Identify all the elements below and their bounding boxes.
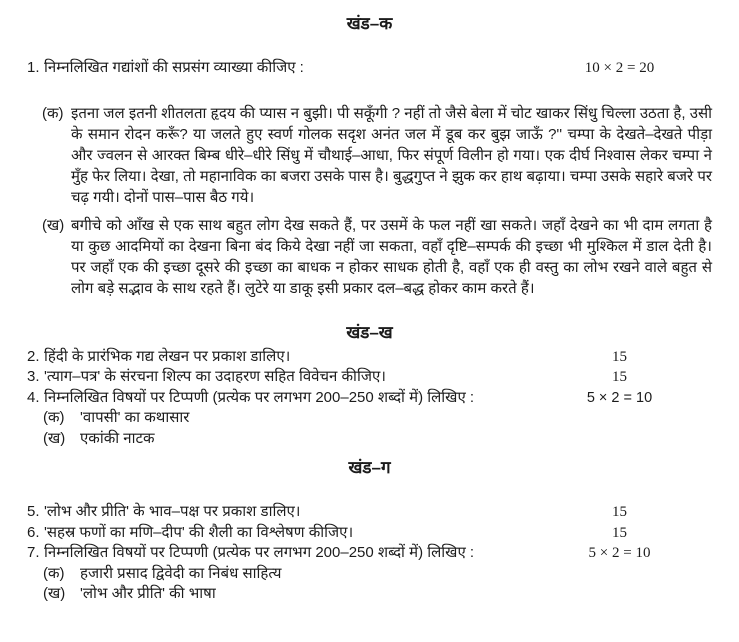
question-6-text: 'सहस्र फणों का मणि–दीप' की शैली का विश्लेषण कीजिए। — [44, 523, 354, 541]
question-7-marks: 5 × 2 = 10 — [588, 545, 651, 561]
question-5-text: 'लोभ और प्रीति' के भाव–पक्ष पर प्रकाश डालिए। — [44, 503, 301, 520]
question-7-subitem-ka-text: हजारी प्रसाद द्विवेदी का निबंध साहित्य — [80, 564, 282, 582]
passage-kha-text: बगीचे को आँख से एक साथ बहुत लोग देख सकते हैं, पर उसमें के फल नहीं खा सकते। जहाँ देखने का भी दाम लगता है या कुछ आदमियों का देखना बिना बंद किये देखा नहीं जा सकता, वहाँ दृष्टि–सम्पर्क की इच्छा भी मुश्किल में डाल देती है। पर जहाँ एक की इच्छा दूसरे की इच्छा का बाधक न होकर साधक होती है, वहाँ एक ही वस्तु का लोभ रखने वाले बहुत से लोग बड़े सद्भाव के साथ रहते हैं। लुटेरे या डाकू इसी प्रकार दल–बद्ध होकर काम करते हैं। — [71, 216, 713, 297]
passage-ka — [42, 103, 712, 208]
question-7-text: निम्नलिखित विषयों पर टिप्पणी (प्रत्येक पर लगभग 200–250 शब्दों में) लिखिए : — [44, 544, 475, 561]
passage-ka-text: इतना जल इतनी शीतलता हृदय की प्यास न बुझी। पी सकूँगी ? नहीं तो जैसे बेला में चोट खाकर सिंधु चिल्ला उठता है, उसी के समान रोदन करूँ? या जलते हुए स्वर्ण गोलक सदृश अनंत जल में डूब कर बुझ जाऊँ ?'' चम्पा के देखते–देखते पीड़ा और ज्वलन से आरक्त बिम्ब धीरे–धीरे सिंधु में चौथाई–आधा, फिर संपूर्ण विलीन हो गया। एक दीर्घ निश्वास लेकर चम्पा ने मुँह फेर लिया। देखा, तो महानाविक का बजरा उसके पास है। बुद्धगुप्त ने झुक कर हाथ बढ़ाया। चम्पा उसके सहारे बजरे पर चढ़ गयी। दोनों पास–पास बैठ गये। — [71, 104, 712, 206]
question-7-subitem-kha-label: (ख) — [43, 585, 66, 602]
question-5-number: 5. — [27, 503, 40, 520]
question-5 — [27, 502, 712, 523]
question-1-number: 1. — [27, 59, 40, 76]
question-7-subitem-kha — [43, 584, 712, 605]
question-1 — [27, 58, 712, 79]
question-3-text: 'त्याग–पत्र' के संरचना शिल्प का उदाहरण सहित विवेचन कीजिए। — [44, 368, 386, 385]
question-4-subitem-kha — [43, 429, 712, 450]
section-b — [27, 323, 712, 450]
section-a — [27, 14, 712, 299]
question-4 — [27, 388, 712, 409]
question-6-marks: 15 — [612, 524, 627, 541]
question-4-subitem-kha-text: एकांकी नाटक — [80, 429, 155, 447]
question-7-subitem-ka-label: (क) — [43, 564, 65, 582]
question-4-text: निम्नलिखित विषयों पर टिप्पणी (प्रत्येक पर लगभग 200–250 शब्दों में) लिखिए : — [44, 388, 475, 406]
question-4-subitem-ka — [43, 408, 712, 429]
passage-kha — [42, 215, 712, 299]
question-3-number: 3. — [27, 368, 40, 385]
question-7-number: 7. — [27, 544, 40, 561]
section-a-heading: खंड–क — [346, 14, 393, 33]
question-5-marks: 15 — [612, 504, 627, 520]
question-2-marks: 15 — [612, 348, 627, 365]
passage-ka-label: (क) — [42, 104, 64, 122]
question-7-subitem-ka — [43, 564, 712, 585]
question-2-number: 2. — [27, 347, 40, 365]
passage-kha-label: (ख) — [42, 216, 65, 234]
question-4-subitem-kha-label: (ख) — [43, 429, 66, 447]
question-3-marks: 15 — [612, 369, 627, 385]
section-c-heading: खंड–ग — [348, 458, 391, 477]
question-7 — [27, 543, 712, 564]
question-1-text: निम्नलिखित गद्यांशों की सप्रसंग व्याख्या कीजिए : — [44, 59, 304, 76]
question-4-marks: 5 × 2 = 10 — [586, 389, 653, 406]
question-7-subitem-kha-text: 'लोभ और प्रीति' की भाषा — [80, 585, 216, 602]
section-b-heading: खंड–ख — [346, 322, 393, 342]
question-4-subitem-ka-text: 'वापसी' का कथासार — [80, 409, 190, 426]
question-4-subitem-ka-label: (क) — [43, 409, 65, 426]
question-2-text: हिंदी के प्रारंभिक गद्य लेखन पर प्रकाश डालिए। — [44, 347, 291, 365]
question-6 — [27, 523, 712, 544]
question-1-marks: 10 × 2 = 20 — [584, 60, 655, 76]
section-c — [27, 458, 712, 605]
question-4-number: 4. — [27, 388, 40, 406]
question-2 — [27, 347, 712, 368]
question-6-number: 6. — [27, 523, 40, 541]
question-3 — [27, 367, 712, 388]
